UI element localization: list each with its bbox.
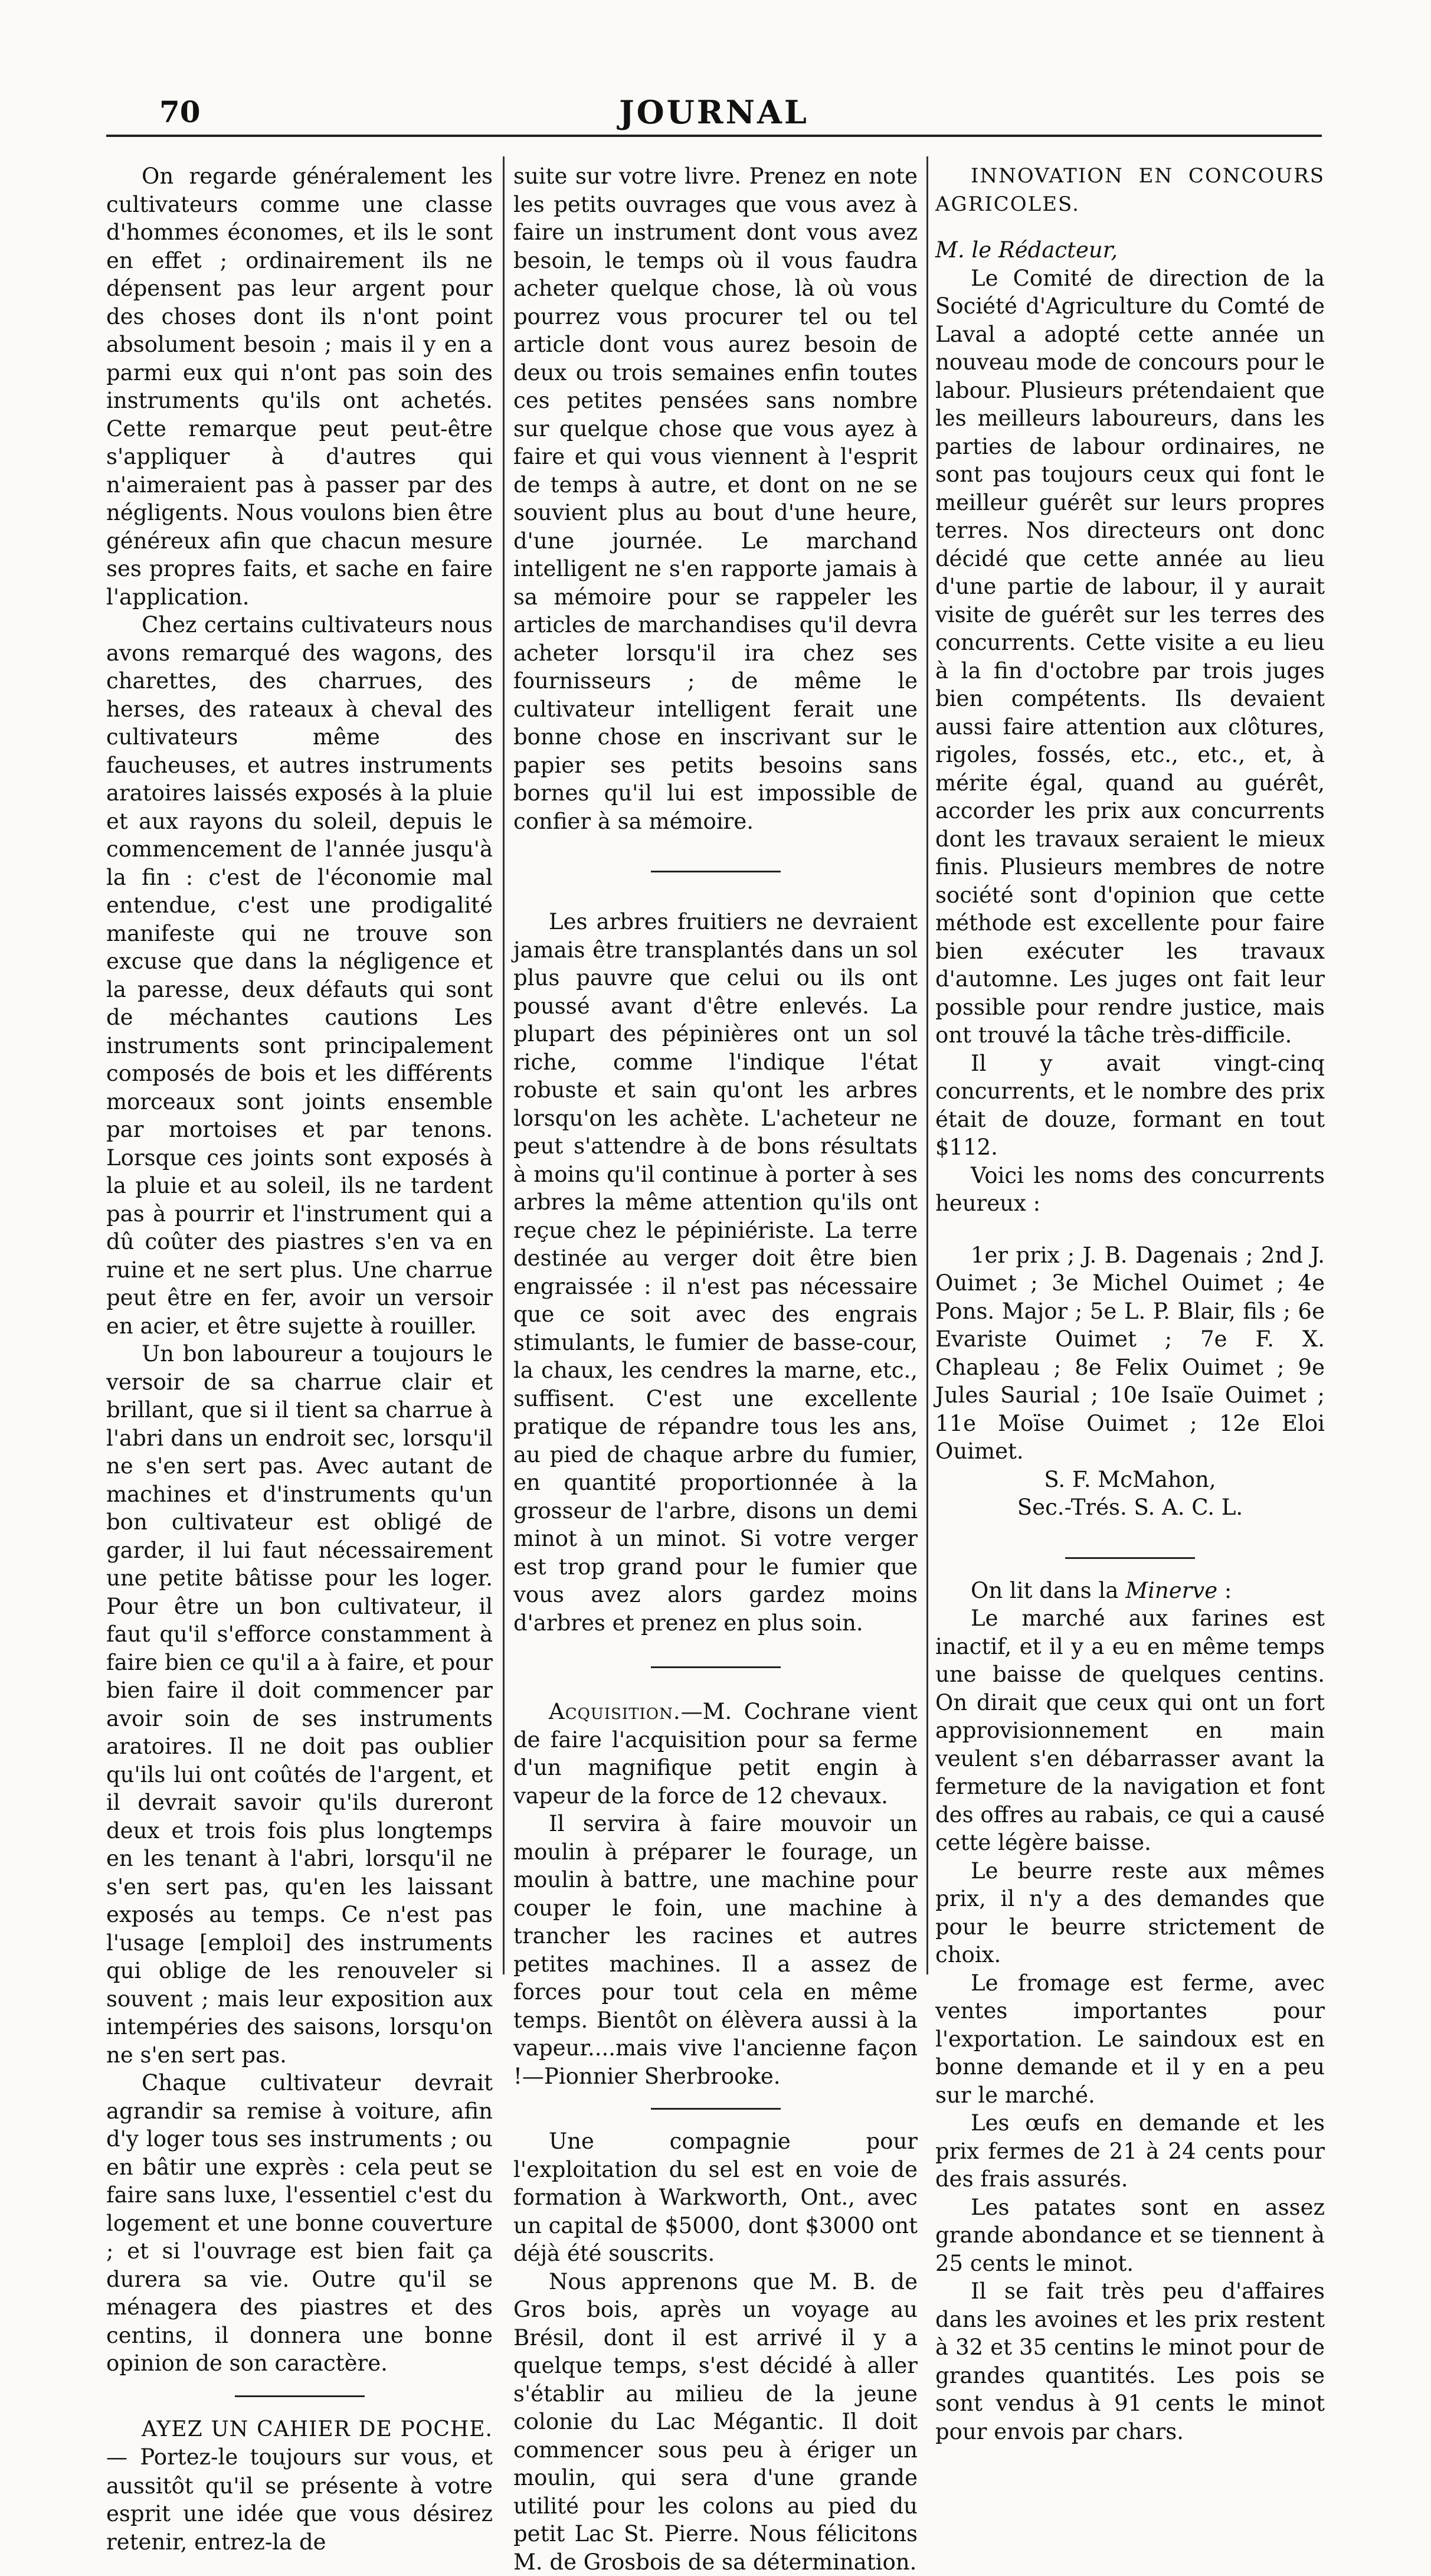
signature-title: Sec.-Trés. S. A. C. L. (935, 1493, 1325, 1522)
paragraph: Le marché aux farines est inactif, et il y a eu en même temps une baisse de quelques centins. On dirait que ceux qui ont un fort approvisionnement en main veulent s'en débarrasser avant la fermeture de la navigation et font des offres au rabais, ce qui a causé cette légère baisse. (935, 1604, 1325, 1857)
paragraph: Un bon laboureur a toujours le versoir de sa charrue clair et brillant, que si il tient sa charrue à l'abri dans un endroit sec, lorsqu'il ne s'en sert pas. Avec autant de machines et d'instruments qu'un bon cultivateur est obligé de garder, il lui faut nécessairement une petite bâtisse pour les loger. Pour être un bon cultivateur, il faut qu'il s'efforce constamment à faire bien ce qu'il a à faire, et pour bien faire il doit commencer par avoir soin de ses instruments aratoires. Il ne doit pas oublier qu'ils lui ont coûtés de l'argent, et il devrait savoir qu'ils dureront deux et trois fois plus longtemps en les tenant à l'abri, lorsqu'il ne s'en sert pas, qu'en les laissant exposés au temps. Ce n'est pas l'usage [emploi] des instruments qui oblige de les renouveler si souvent ; mais leur exposition aux intempéries des saisons, lorsqu'on ne s'en sert pas. (106, 1340, 493, 2069)
article-text: —M. Cochrane vient de faire l'acquisition pour sa ferme d'un magnifique petit engin à vapeur de la force de 12 chevaux. (513, 1699, 918, 1809)
header-rule (106, 135, 1322, 137)
column-3 (935, 162, 1325, 2446)
paragraph: Les patates sont en assez grande abondance et se tiennent à 25 cents le minot. (935, 2193, 1325, 2278)
page-number: 70 (159, 94, 201, 129)
column-2 (513, 162, 918, 2576)
paragraph: suite sur votre livre. Prenez en note les petits ouvrages que vous avez à faire un instrument dont vous avez besoin, le temps où il vous faudra acheter quelque chose, là où vous pourrez vous procurer tel ou tel article dont vous aurez besoin de deux ou trois semaines enfin toutes ces petites pensées sans nombre sur quelque chose que vous ayez à faire et qui vous viennent à l'esprit de temps à autre, et dont on ne se souvient plus au bout d'une heure, d'une journée. Le marchand intelligent ne s'en rapporte jamais à sa mémoire pour se rappeler les articles de marchandises qu'il devra acheter lorsqu'il ira chez ses fournisseurs ; de même le cultivateur intelligent ferait une bonne chose en inscrivant sur le papier ses petits besoins sans bornes qu'il lui est impossible de confier à sa mémoire. (513, 162, 918, 835)
paragraph: 1er prix ; J. B. Dagenais ; 2nd J. Ouimet ; 3e Michel Ouimet ; 4e Pons. Major ; 5e L. P. Blair, fils ; 6e Evariste Ouimet ; 7e F. X. Chapleau ; 8e Felix Ouimet ; 9e Jules Saurial ; 10e Isaïe Ouimet ; 11e Moïse Ouimet ; 12e Eloi Ouimet. (935, 1241, 1325, 1466)
separator (651, 871, 781, 872)
paragraph: Le Comité de direction de la Société d'Agriculture du Comté de Laval a adopté cette année un nouveau mode de concours pour le labour. Plusieurs prétendaient que les meilleurs laboureurs, dans les parties de labour ordinaires, ne sont pas toujours ceux qui font le meilleur guérêt sur leurs propres terres. Nos directeurs ont donc décidé que cette année au lieu d'une partie de labour, il y aurait visite de guérêt sur les terres des concurrents. Cette visite a eu lieu à la fin d'octobre par trois juges bien compétents. Ils devaient aussi faire attention aux clôtures, rigoles, fossés, etc., etc., et, à mérite égal, quand au guérêt, accorder les prix aux concurrents dont les travaux seraient le mieux finis. Plusieurs membres de notre société sont d'opinion que cette méthode est excellente pour faire bien exécuter les travaux d'automne. Les juges ont fait leur possible pour rendre justice, mais ont trouvé la tâche très-difficile. (935, 264, 1325, 1050)
paragraph: Chez certains cultivateurs nous avons remarqué des wagons, des charettes, des charrues, des herses, des rateaux à cheval des cultivateurs même des faucheuses, et autres instruments aratoires laissés exposés à la pluie et aux rayons du soleil, depuis le commencement de l'année jusqu'à la fin : c'est de l'économie mal entendue, c'est une prodigalité manifeste qui ne trouve son excuse que dans la négligence et la paresse, deux défauts qui sont de méchantes cautions Les instruments sont principalement composés de bois et les différents morceaux sont joints ensemble par mortoises et par tenons. Lorsque ces joints sont exposés à la pluie et au soleil, ils ne tardent pas à pourrir et l'instrument qui a dû coûter des piastres s'en va en ruine et ne sert plus. Une charrue peut être en fer, avoir un versoir en acier, et être sujette à rouiller. (106, 611, 493, 1340)
salutation: M. le Rédacteur, (935, 237, 1118, 263)
column-divider (926, 156, 928, 1975)
paragraph: On regarde généralement les cultivateurs comme une classe d'hommes économes, et ils le sont en effet ; ordinairement ils ne dépensent pas leur argent pour des choses dont ils n'ont point absolument besoin ; mais il y en a parmi eux qui n'ont pas soin des instruments qu'ils ont achetés. Cette remarque peut peut-être s'appliquer à d'autres qui n'aimeraient pas à passer par des négligents. Nous voulons bien être généreux afin que chacun mesure ses propres faits, et sache en faire l'application. (106, 162, 493, 611)
source-name: Minerve (1125, 1578, 1217, 1603)
column-divider (503, 156, 505, 1975)
paragraph: Nous apprenons que M. B. de Gros bois, après un voyage au Brésil, dont il est arrivé il y a quelque temps, s'est décidé à aller s'établir au milieu de la jeune colonie du Lac Mégantic. Il doit commencer sous peu à ériger un moulin, qui sera d'une grande utilité pour les colons au pied du petit Lac St. Pierre. Nous félicitons M. de Grosbois de sa détermination. (513, 2268, 918, 2576)
article-text: Portez-le toujours sur vous, et aussitôt qu'il se présente à votre esprit une idée que vous désirez retenir, entrez-la de (106, 2444, 493, 2555)
paragraph (106, 2415, 493, 2557)
paragraph: Il y avait vingt-cinq concurrents, et le nombre des prix était de douze, formant en tout $112. (935, 1050, 1325, 1162)
paragraph: Le beurre reste aux mêmes prix, il n'y a des demandes que pour le beurre strictement de choix. (935, 1857, 1325, 1969)
separator (651, 2108, 781, 2110)
paragraph: Voici les noms des concurrents heureux : (935, 1162, 1325, 1218)
paragraph: On lit dans la Minerve : (935, 1577, 1325, 1605)
paragraph: Une compagnie pour l'exploitation du sel est en voie de formation à Warkworth, Ont., avec un capital de $5000, dont $3000 ont déjà été souscrits. (513, 2127, 918, 2268)
article-title: AYEZ UN CAHIER DE POCHE.— (106, 2417, 493, 2470)
paragraph: Il se fait très peu d'affaires dans les avoines et les prix restent à 32 et 35 centins le minot pour de grandes quantités. Les pois se sont vendus à 91 cents le minot pour envois par chars. (935, 2277, 1325, 2446)
paragraph: Les œufs en demande et les prix fermes de 21 à 24 cents pour des frais assurés. (935, 2109, 1325, 2193)
separator (1065, 1557, 1195, 1559)
paragraph: Il servira à faire mouvoir un moulin à préparer le fourage, un moulin à battre, une machine pour couper le foin, une machine à trancher les racines et autres petites machines. Il a assez de forces pour tout cela en même temps. Bientôt on élèvera aussi à la vapeur....mais vive l'ancienne façon !—Pionnier Sherbrooke. (513, 1810, 918, 2090)
column-1 (106, 162, 493, 2556)
paragraph: Le fromage est ferme, avec ventes importantes pour l'exportation. Le saindoux est en bonne demande et il y en a peu sur le marché. (935, 1969, 1325, 2110)
journal-title: JOURNAL (106, 93, 1322, 131)
article-heading: INNOVATION EN CONCOURS AGRICOLES. (935, 162, 1325, 218)
paragraph (513, 1698, 918, 1810)
separator (235, 2395, 365, 2397)
paragraph: Chaque cultivateur devrait agrandir sa remise à voiture, afin d'y loger tous ses instruments ; ou en bâtir une exprès : cela peut se faire sans luxe, l'essentiel c'est du logement et une bonne couverture ; et si l'ouvrage est bien fait ça durera sa vie. Outre qu'il se ménagera des piastres et des centins, il donnera une bonne opinion de son caractère. (106, 2069, 493, 2378)
signature-name: S. F. McMahon, (935, 1466, 1325, 1494)
separator (651, 1666, 781, 1668)
article-head: Acquisition. (549, 1699, 681, 1724)
page-header (106, 89, 1322, 142)
paragraph: Les arbres fruitiers ne devraient jamais être transplantés dans un sol plus pauvre que celui ou ils ont poussé avant d'être enlevés. La plupart des pépinières ont un sol riche, comme l'indique l'état robuste et sain qu'ont les arbres lorsqu'on les achète. L'acheteur ne peut s'attendre à de bons résultats à moins qu'il continue à porter à ses arbres la même attention qu'ils ont reçue chez le pépiniériste. La terre destinée au verger doit être bien engraissée : il n'est pas nécessaire que ce soit avec des engrais stimulants, le fumier de basse-cour, la chaux, les cendres la marne, etc., suffisent. C'est une excellente pratique de répandre tous les ans, au pied de chaque arbre du fumier, en quantité proportionnée à la grosseur de l'arbre, disons un demi minot à un minot. Si votre verger est trop grand pour le fumier que vous avez alors gardez moins d'arbres et prenez en plus soin. (513, 908, 918, 1637)
